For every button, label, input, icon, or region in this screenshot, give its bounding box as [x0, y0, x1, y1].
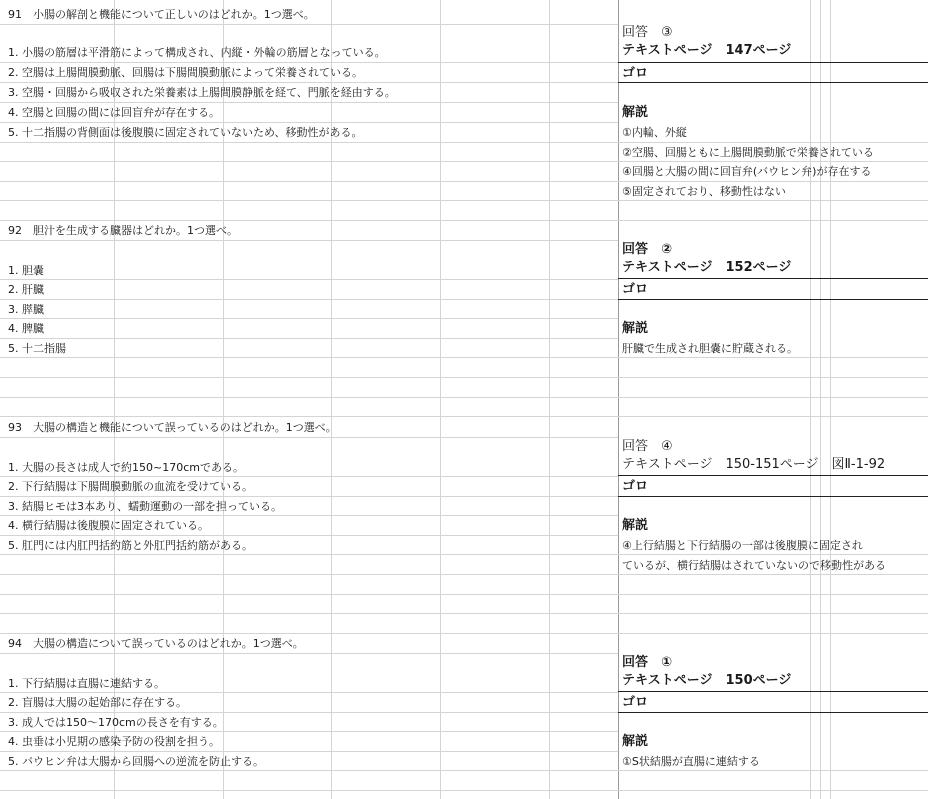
goro-label[interactable]: ゴロ: [622, 479, 649, 494]
question-text[interactable]: 92 胆汁を生成する臓器はどれか。1つ選べ。: [8, 224, 238, 237]
column-divider: [830, 0, 831, 799]
option-5[interactable]: 5. バウヒン弁は大腸から回腸への逆流を防止する。: [8, 755, 264, 768]
text-page-ref[interactable]: テキストページ 152ページ: [622, 260, 792, 275]
goro-label[interactable]: ゴロ: [622, 66, 649, 81]
option-2[interactable]: 2. 盲腸は大腸の起始部に存在する。: [8, 696, 187, 709]
column-divider: [331, 0, 332, 799]
kaisetsu-label[interactable]: 解説: [622, 518, 649, 533]
kaisetsu-label[interactable]: 解説: [622, 321, 649, 336]
text-page-ref[interactable]: テキストページ 150ページ: [622, 673, 792, 688]
question-text[interactable]: 91 小腸の解剖と機能について正しいのはどれか。1つ選べ。: [8, 8, 315, 21]
question-text[interactable]: 94 大腸の構造について誤っているのはどれか。1つ選べ。: [8, 637, 304, 650]
explanation-line[interactable]: ているが、横行結腸はされていないので移動性がある: [622, 559, 886, 572]
option-3[interactable]: 3. 成人では150～170cmの長さを有する。: [8, 716, 224, 729]
option-3[interactable]: 3. 空腸・回腸から吸収された栄養素は上腸間膜静脈を経て、門脈を経由する。: [8, 86, 396, 99]
option-2[interactable]: 2. 下行結腸は下腸間膜動脈の血流を受けている。: [8, 480, 253, 493]
column-divider: [440, 0, 441, 799]
option-4[interactable]: 4. 空腸と回腸の間には回盲弁が存在する。: [8, 106, 220, 119]
option-5[interactable]: 5. 十二指腸の背側面は後腹膜に固定されていないため、移動性がある。: [8, 126, 363, 139]
option-1[interactable]: 1. 大腸の長さは成人で約150~170cmである。: [8, 461, 244, 474]
option-1[interactable]: 1. 小腸の筋層は平滑筋によって構成され、内縦・外輪の筋層となっている。: [8, 46, 386, 59]
column-divider: [820, 0, 821, 799]
option-3[interactable]: 3. 膵臓: [8, 303, 44, 316]
option-5[interactable]: 5. 十二指腸: [8, 342, 66, 355]
answer-label[interactable]: 回答 ③: [622, 25, 673, 40]
question-text[interactable]: 93 大腸の構造と機能について誤っているのはどれか。1つ選べ。: [8, 421, 337, 434]
explanation-line[interactable]: ⑤固定されており、移動性はない: [622, 185, 786, 198]
explanation-line[interactable]: ①S状結腸が直腸に連結する: [622, 755, 760, 768]
goro-label[interactable]: ゴロ: [622, 282, 649, 297]
explanation-line[interactable]: ④回腸と大腸の間に回盲弁(バウヒン弁)が存在する: [622, 165, 872, 178]
option-3[interactable]: 3. 結腸ヒモは3本あり、蠕動運動の一部を担っている。: [8, 500, 282, 513]
column-divider: [223, 0, 224, 799]
option-4[interactable]: 4. 虫垂は小児期の感染予防の役割を担う。: [8, 735, 220, 748]
answer-label[interactable]: 回答 ①: [622, 655, 673, 670]
explanation-line[interactable]: 肝臓で生成され胆嚢に貯蔵される。: [622, 342, 798, 355]
kaisetsu-label[interactable]: 解説: [622, 105, 649, 120]
explanation-line[interactable]: ①内輪、外縦: [622, 126, 687, 139]
kaisetsu-label[interactable]: 解説: [622, 734, 649, 749]
column-divider: [810, 0, 811, 799]
option-4[interactable]: 4. 脾臓: [8, 322, 44, 335]
option-2[interactable]: 2. 肝臓: [8, 283, 44, 296]
option-2[interactable]: 2. 空腸は上腸間膜動脈、回腸は下腸間膜動脈によって栄養されている。: [8, 66, 363, 79]
option-4[interactable]: 4. 横行結腸は後腹膜に固定されている。: [8, 519, 209, 532]
goro-label[interactable]: ゴロ: [622, 695, 649, 710]
option-5[interactable]: 5. 肛門には内肛門括約筋と外肛門括約筋がある。: [8, 539, 253, 552]
text-page-ref[interactable]: テキストページ 150-151ページ 図Ⅱ-1-92: [622, 457, 886, 472]
text-page-ref[interactable]: テキストページ 147ページ: [622, 43, 792, 58]
option-1[interactable]: 1. 下行結腸は直腸に連結する。: [8, 677, 165, 690]
explanation-line[interactable]: ④上行結腸と下行結腸の一部は後腹膜に固定され: [622, 539, 863, 552]
answer-label[interactable]: 回答 ②: [622, 242, 673, 257]
answer-label[interactable]: 回答 ④: [622, 439, 673, 454]
explanation-line[interactable]: ②空腸、回腸ともに上腸間膜動脈で栄養されている: [622, 146, 874, 159]
column-divider: [618, 0, 619, 799]
column-divider: [549, 0, 550, 799]
option-1[interactable]: 1. 胆嚢: [8, 264, 44, 277]
